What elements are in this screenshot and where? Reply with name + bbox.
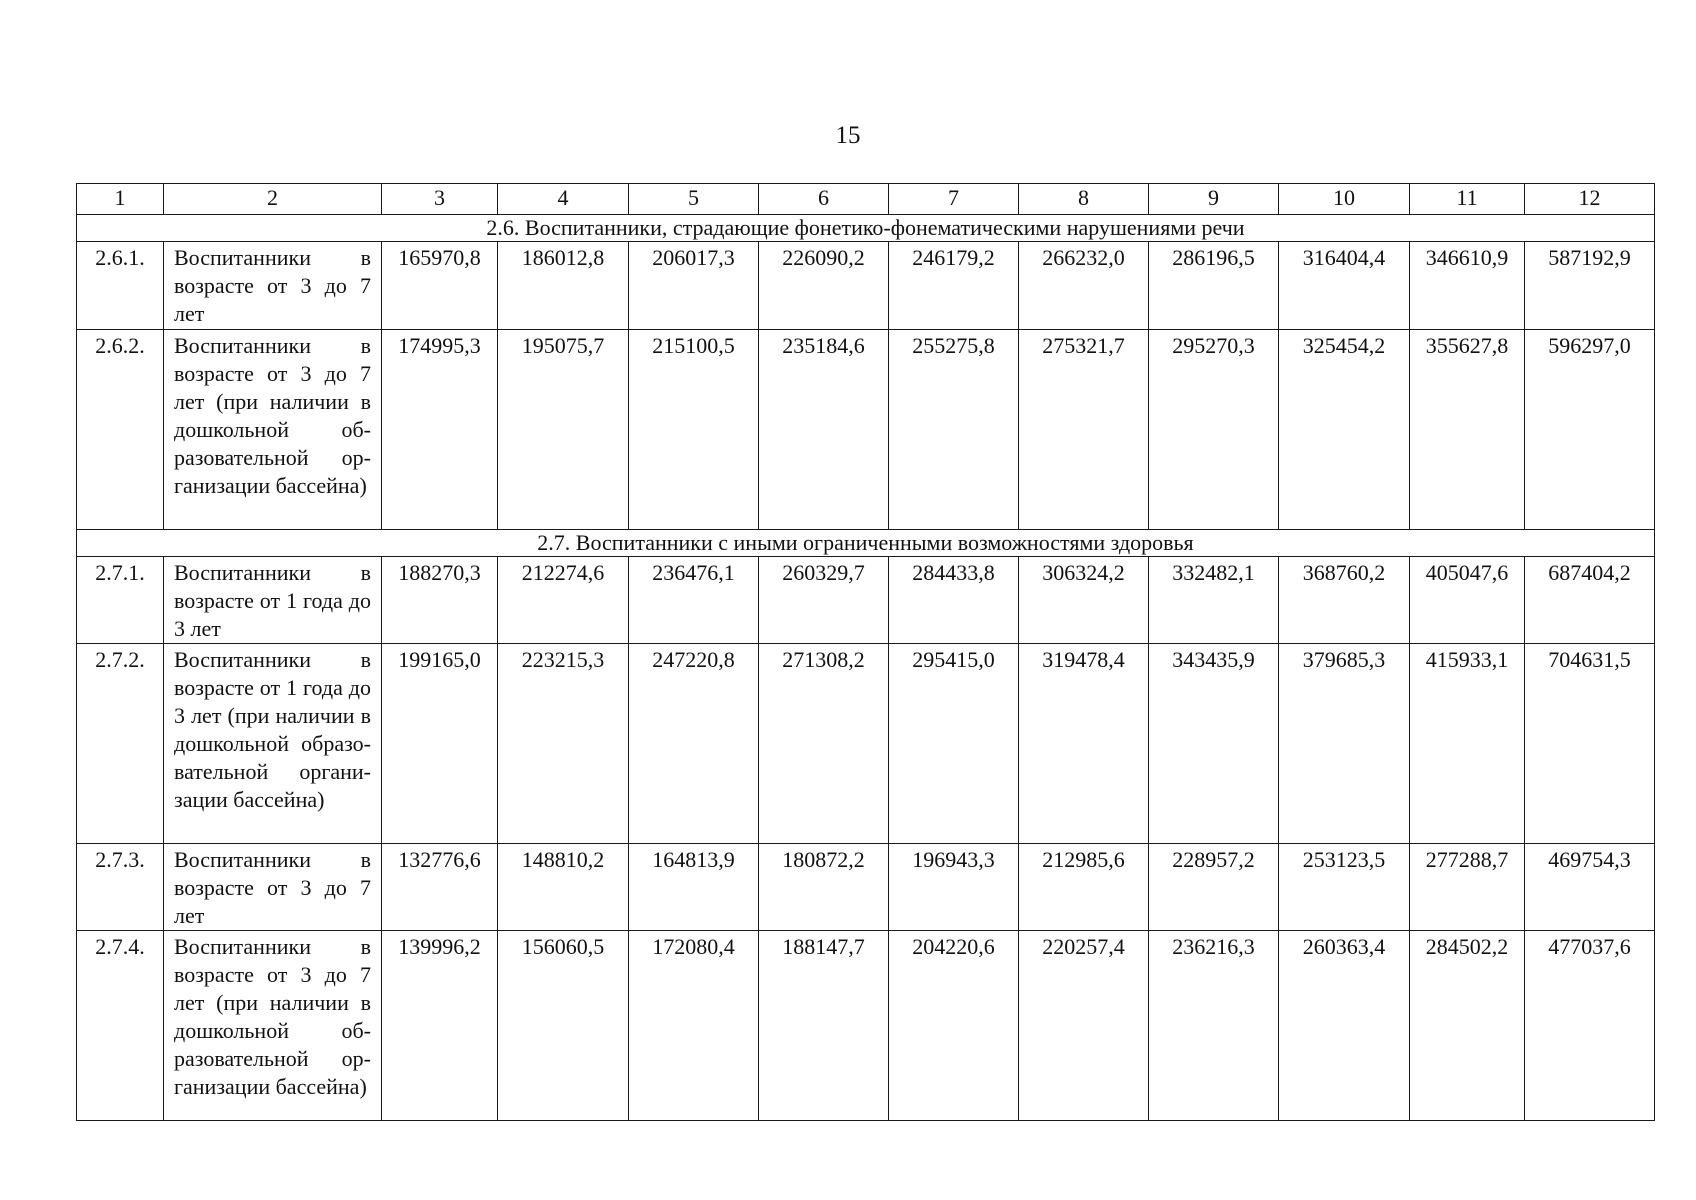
row-description: Воспитанники в возрасте от 1 года до 3 лет (при наличии в дошкольной образовательной организации бассейна) bbox=[164, 644, 382, 844]
value-cell: 325454,2 bbox=[1279, 330, 1410, 530]
value-cell: 188270,3 bbox=[382, 557, 498, 644]
value-cell: 587192,9 bbox=[1525, 242, 1655, 330]
value-cell: 156060,5 bbox=[498, 931, 629, 1121]
section-header-row bbox=[77, 215, 1655, 242]
value-cell: 286196,5 bbox=[1149, 242, 1279, 330]
value-cell: 139996,2 bbox=[382, 931, 498, 1121]
row-code: 2.6.2. bbox=[77, 330, 164, 530]
column-header: 12 bbox=[1525, 184, 1655, 215]
value-cell: 284433,8 bbox=[889, 557, 1019, 644]
row-code: 2.7.2. bbox=[77, 644, 164, 844]
value-cell: 332482,1 bbox=[1149, 557, 1279, 644]
value-cell: 236216,3 bbox=[1149, 931, 1279, 1121]
value-cell: 180872,2 bbox=[759, 844, 889, 931]
column-header: 10 bbox=[1279, 184, 1410, 215]
value-cell: 295415,0 bbox=[889, 644, 1019, 844]
column-header: 11 bbox=[1410, 184, 1525, 215]
value-cell: 596297,0 bbox=[1525, 330, 1655, 530]
value-cell: 206017,3 bbox=[629, 242, 759, 330]
value-cell: 469754,3 bbox=[1525, 844, 1655, 931]
row-code: 2.7.1. bbox=[77, 557, 164, 644]
value-cell: 223215,3 bbox=[498, 644, 629, 844]
row-description: Воспитанники в возрасте от 3 до 7 лет (при наличии в дошкольной образовательной организации бассейна) bbox=[164, 931, 382, 1121]
column-header: 8 bbox=[1019, 184, 1149, 215]
row-description: Воспитанники в возрасте от 3 до 7 лет bbox=[164, 844, 382, 931]
table-row bbox=[77, 242, 1655, 330]
row-code: 2.7.3. bbox=[77, 844, 164, 931]
table-row bbox=[77, 557, 1655, 644]
row-description: Воспитанники в возрасте от 1 года до 3 лет bbox=[164, 557, 382, 644]
value-cell: 284502,2 bbox=[1410, 931, 1525, 1121]
value-cell: 196943,3 bbox=[889, 844, 1019, 931]
column-header: 9 bbox=[1149, 184, 1279, 215]
column-header: 7 bbox=[889, 184, 1019, 215]
column-header: 2 bbox=[164, 184, 382, 215]
value-cell: 277288,7 bbox=[1410, 844, 1525, 931]
value-cell: 188147,7 bbox=[759, 931, 889, 1121]
section-header-row bbox=[77, 530, 1655, 557]
value-cell: 148810,2 bbox=[498, 844, 629, 931]
row-description: Воспитанники в возрасте от 3 до 7 лет (при наличии в дошкольной образовательной организации бассейна) bbox=[164, 330, 382, 530]
page-number: 15 bbox=[835, 122, 861, 149]
column-header: 6 bbox=[759, 184, 889, 215]
value-cell: 295270,3 bbox=[1149, 330, 1279, 530]
value-cell: 316404,4 bbox=[1279, 242, 1410, 330]
value-cell: 165970,8 bbox=[382, 242, 498, 330]
section-title: 2.7. Воспитанники с иными ограниченными возможностями здоровья bbox=[77, 530, 1655, 557]
value-cell: 236476,1 bbox=[629, 557, 759, 644]
table-row bbox=[77, 330, 1655, 530]
section-title: 2.6. Воспитанники, страдающие фонетико-фонематическими нарушениями речи bbox=[77, 215, 1655, 242]
value-cell: 172080,4 bbox=[629, 931, 759, 1121]
value-cell: 132776,6 bbox=[382, 844, 498, 931]
value-cell: 247220,8 bbox=[629, 644, 759, 844]
value-cell: 271308,2 bbox=[759, 644, 889, 844]
value-cell: 199165,0 bbox=[382, 644, 498, 844]
column-header: 1 bbox=[77, 184, 164, 215]
value-cell: 260363,4 bbox=[1279, 931, 1410, 1121]
column-header: 3 bbox=[382, 184, 498, 215]
value-cell: 415933,1 bbox=[1410, 644, 1525, 844]
row-code: 2.6.1. bbox=[77, 242, 164, 330]
value-cell: 255275,8 bbox=[889, 330, 1019, 530]
value-cell: 215100,5 bbox=[629, 330, 759, 530]
value-cell: 379685,3 bbox=[1279, 644, 1410, 844]
value-cell: 212274,6 bbox=[498, 557, 629, 644]
value-cell: 477037,6 bbox=[1525, 931, 1655, 1121]
value-cell: 195075,7 bbox=[498, 330, 629, 530]
value-cell: 246179,2 bbox=[889, 242, 1019, 330]
value-cell: 266232,0 bbox=[1019, 242, 1149, 330]
column-header: 4 bbox=[498, 184, 629, 215]
row-code: 2.7.4. bbox=[77, 931, 164, 1121]
value-cell: 355627,8 bbox=[1410, 330, 1525, 530]
value-cell: 319478,4 bbox=[1019, 644, 1149, 844]
table-row bbox=[77, 644, 1655, 844]
table-row bbox=[77, 931, 1655, 1121]
value-cell: 275321,7 bbox=[1019, 330, 1149, 530]
value-cell: 204220,6 bbox=[889, 931, 1019, 1121]
value-cell: 306324,2 bbox=[1019, 557, 1149, 644]
value-cell: 228957,2 bbox=[1149, 844, 1279, 931]
value-cell: 346610,9 bbox=[1410, 242, 1525, 330]
row-description: Воспитанники в возрасте от 3 до 7 лет bbox=[164, 242, 382, 330]
value-cell: 212985,6 bbox=[1019, 844, 1149, 931]
value-cell: 164813,9 bbox=[629, 844, 759, 931]
value-cell: 687404,2 bbox=[1525, 557, 1655, 644]
column-header: 5 bbox=[629, 184, 759, 215]
value-cell: 174995,3 bbox=[382, 330, 498, 530]
tariff-table bbox=[76, 183, 1655, 1121]
value-cell: 343435,9 bbox=[1149, 644, 1279, 844]
value-cell: 235184,6 bbox=[759, 330, 889, 530]
column-number-row bbox=[77, 184, 1655, 215]
value-cell: 186012,8 bbox=[498, 242, 629, 330]
value-cell: 220257,4 bbox=[1019, 931, 1149, 1121]
value-cell: 368760,2 bbox=[1279, 557, 1410, 644]
value-cell: 260329,7 bbox=[759, 557, 889, 644]
value-cell: 226090,2 bbox=[759, 242, 889, 330]
value-cell: 405047,6 bbox=[1410, 557, 1525, 644]
value-cell: 253123,5 bbox=[1279, 844, 1410, 931]
table-row bbox=[77, 844, 1655, 931]
value-cell: 704631,5 bbox=[1525, 644, 1655, 844]
